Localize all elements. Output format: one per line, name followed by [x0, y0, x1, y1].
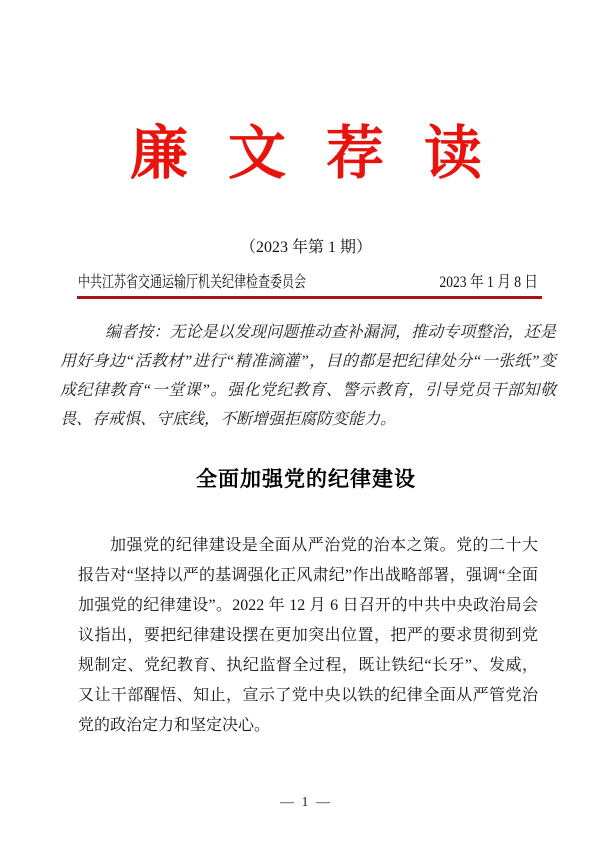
issue-date: 2023 年 1 月 8 日 — [439, 274, 538, 291]
editor-note: 编者按：无论是以发现问题推动查补漏洞，推动专项整治，还是用好身边“活教材”进行“精准滴灌”，目的都是把纪律处分“一张纸”变成纪律教育“一堂课”。强化党纪教育、警示教育，引导党员干部知敬畏、存戒惧、守底线，不断增强拒腐防变能力。 — [60, 324, 556, 428]
document-header-row — [78, 272, 538, 294]
article-body-paragraph: 加强党的纪律建设是全面从严治党的治本之策。党的二十大报告对“坚持以严的基调强化正风肃纪”作出战略部署，强调“全面加强党的纪律建设”。2022 年 12 月 6 日召开的中共中央政治局会议指出，要把纪律建设摆在更加突出位置，把严的要求贯彻到党规制定、党纪教育、执纪监督全过程，既让铁纪“长牙”、发威，又让干部醒悟、知止，宣示了党中央以铁的纪律全面从严管党治党的政治定力和坚定决心。 — [78, 537, 538, 734]
masthead-title: 廉 文 荐 读 — [129, 121, 495, 186]
page-number: — 1 — — [280, 795, 332, 810]
article-title: 全面加强党的纪律建设 — [196, 467, 416, 491]
issue-number: （2023 年第 1 期） — [239, 239, 372, 256]
issuing-organization: 中共江苏省交通运输厅机关纪律检查委员会 — [78, 274, 307, 291]
red-divider-rule — [77, 296, 542, 299]
masthead — [0, 0, 612, 190]
